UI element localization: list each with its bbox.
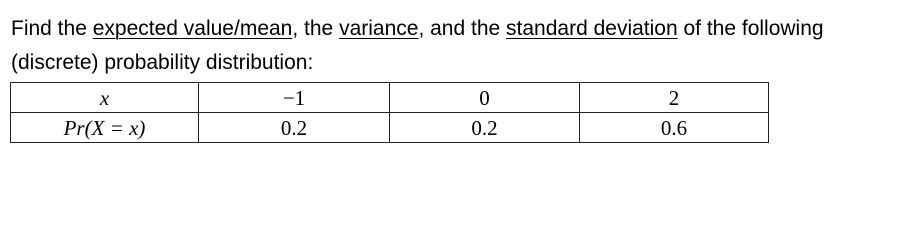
table-cell: 2 bbox=[580, 83, 769, 113]
table-cell: 0.2 bbox=[390, 113, 580, 143]
table-cell: −1 bbox=[199, 83, 390, 113]
row-label-probability: Pr(X = x) bbox=[11, 113, 199, 143]
term-standard-deviation: standard deviation bbox=[506, 17, 678, 40]
question-text-3: , and the bbox=[418, 17, 507, 40]
term-variance: variance bbox=[339, 17, 419, 40]
question-text-2: , the bbox=[292, 17, 340, 40]
row-label-x: x bbox=[11, 83, 199, 113]
table-row-x bbox=[11, 83, 769, 113]
problem-statement bbox=[11, 12, 906, 80]
table-row-probability bbox=[11, 113, 769, 143]
table-cell: 0.6 bbox=[580, 113, 769, 143]
probability-distribution-table bbox=[10, 82, 769, 143]
table-cell: 0.2 bbox=[199, 113, 390, 143]
question-text-1: Find the bbox=[11, 17, 93, 40]
term-expected-value: expected value/mean bbox=[92, 17, 293, 40]
table-cell: 0 bbox=[390, 83, 580, 113]
question-text-4: of the following (discrete) probability distribution: bbox=[11, 17, 824, 74]
